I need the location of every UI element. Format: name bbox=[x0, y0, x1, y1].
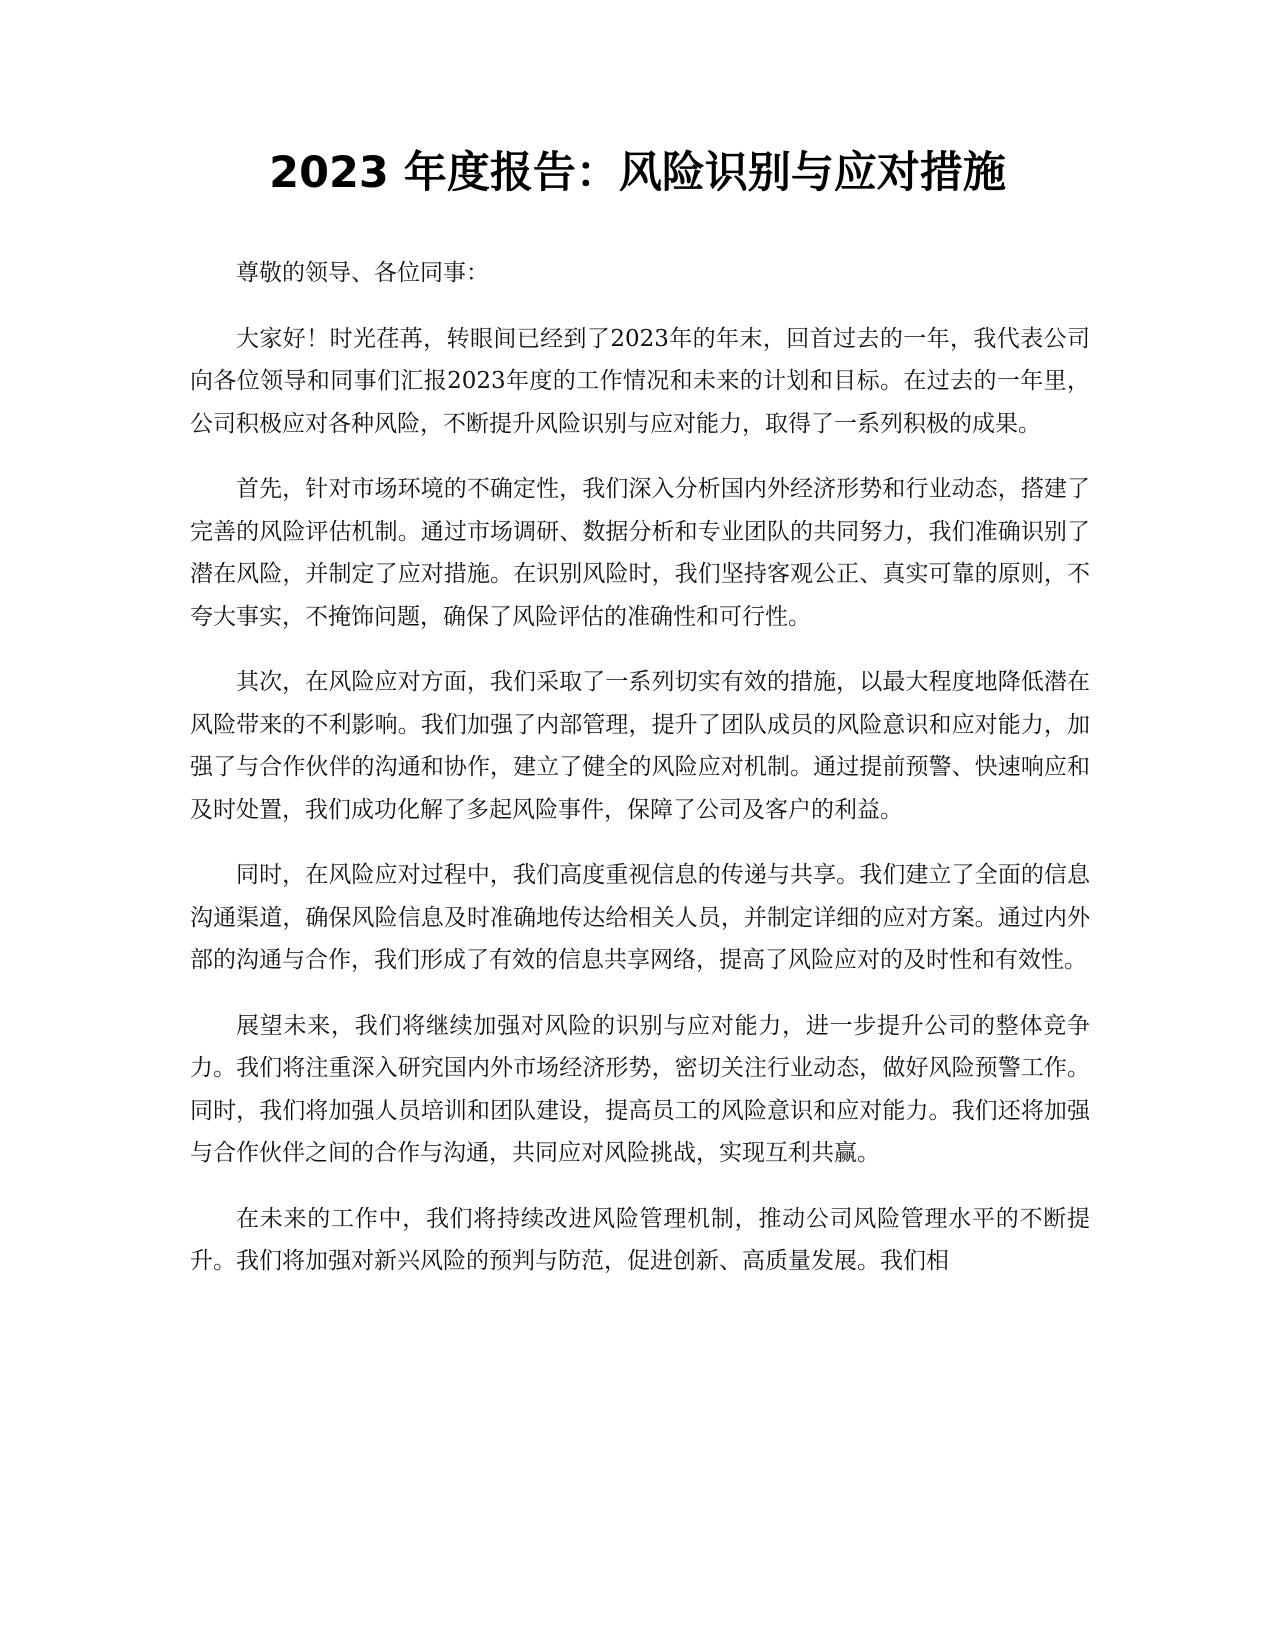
paragraph-intro: 大家好！时光荏苒，转眼间已经到了2023年的年末，回首过去的一年，我代表公司向各位领导和同事们汇报2023年度的工作情况和未来的计划和目标。在过去的一年里，公司积极应对各种风险，不断提升风险识别与应对能力，取得了一系列积极的成果。 bbox=[190, 325, 1090, 437]
paragraph-future-work: 在未来的工作中，我们将持续改进风险管理机制，推动公司风险管理水平的不断提升。我们将加强对新兴风险的预判与防范，促进创新、高质量发展。我们相 bbox=[190, 1205, 1090, 1274]
paragraph-information-sharing: 同时，在风险应对过程中，我们高度重视信息的传递与共享。我们建立了全面的信息沟通渠道，确保风险信息及时准确地传达给相关人员，并制定详细的应对方案。通过内外部的沟通与合作，我们形成了有效的信息共享网络，提高了风险应对的及时性和有效性。 bbox=[190, 862, 1090, 973]
document-body bbox=[190, 252, 1090, 1306]
page-title: 2023 年度报告：风险识别与应对措施 bbox=[269, 148, 1006, 198]
paragraph-outlook: 展望未来，我们将继续加强对风险的识别与应对能力，进一步提升公司的整体竞争力。我们将注重深入研究国内外市场经济形势，密切关注行业动态，做好风险预警工作。同时，我们将加强人员培训和团队建设，提高员工的风险意识和应对能力。我们还将加强与合作伙伴之间的合作与沟通，共同应对风险挑战，实现互利共赢。 bbox=[190, 1012, 1090, 1166]
paragraph-risk-identification: 首先，针对市场环境的不确定性，我们深入分析国内外经济形势和行业动态，搭建了完善的风险评估机制。通过市场调研、数据分析和专业团队的共同努力，我们准确识别了潜在风险，并制定了应对措施。在识别风险时，我们坚持客观公正、真实可靠的原则，不夸大事实，不掩饰问题，确保了风险评估的准确性和可行性。 bbox=[190, 476, 1090, 630]
paragraph-risk-response: 其次，在风险应对方面，我们采取了一系列切实有效的措施，以最大程度地降低潜在风险带来的不利影响。我们加强了内部管理，提升了团队成员的风险意识和应对能力，加强了与合作伙伴的沟通和协作，建立了健全的风险应对机制。通过提前预警、快速响应和及时处置，我们成功化解了多起风险事件，保障了公司及客户的利益。 bbox=[190, 669, 1090, 823]
greeting: 尊敬的领导、各位同事： bbox=[236, 260, 489, 286]
